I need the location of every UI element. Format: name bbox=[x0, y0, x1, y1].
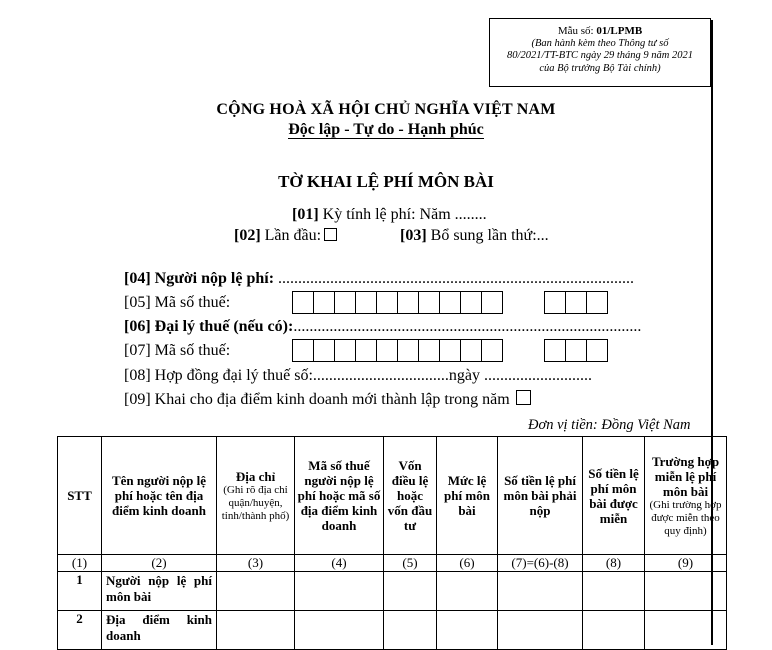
table-cell[interactable] bbox=[583, 611, 645, 650]
row-stt: 1 bbox=[58, 572, 102, 611]
row-name: Người nộp lệ phí môn bài bbox=[102, 572, 217, 611]
tax-code-branch-boxes-05[interactable] bbox=[544, 291, 608, 314]
digit-box[interactable] bbox=[397, 291, 419, 314]
tax-code-boxes-07[interactable] bbox=[292, 339, 503, 362]
column-number: (6) bbox=[437, 555, 498, 572]
table-row bbox=[58, 611, 727, 650]
column-number: (5) bbox=[384, 555, 437, 572]
field-02-code: [02] bbox=[234, 227, 261, 244]
col-header-label: Vốn điều lệ hoặc vốn đầu tư bbox=[387, 458, 433, 533]
col-header-label: Trường hợp miễn lệ phí môn bài bbox=[651, 453, 720, 499]
col-header-label: Mã số thuế người nộp lệ phí hoặc mã số địa điểm kinh doanh bbox=[297, 458, 381, 533]
field-agent-contract[interactable]: [08] Hợp đồng đại lý thuế số:..................................ngày ........................... bbox=[124, 367, 592, 384]
col-header-note: (Ghi rõ địa chỉ quận/huyện, tỉnh/thành phố) bbox=[221, 483, 290, 522]
tax-code-boxes-05[interactable] bbox=[292, 291, 503, 314]
digit-box[interactable] bbox=[439, 291, 461, 314]
table-cell[interactable] bbox=[295, 611, 384, 650]
column-number: (3) bbox=[217, 555, 295, 572]
field-04-dots: ......................................................................................... bbox=[274, 270, 635, 287]
column-number: (2) bbox=[102, 555, 217, 572]
digit-box[interactable] bbox=[292, 339, 314, 362]
digit-box[interactable] bbox=[481, 291, 503, 314]
field-first-time bbox=[234, 227, 337, 245]
digit-box[interactable] bbox=[355, 291, 377, 314]
table-cell[interactable] bbox=[217, 611, 295, 650]
digit-box[interactable] bbox=[313, 291, 335, 314]
col-header-note: (Ghi trường hợp được miễn theo quy định) bbox=[649, 498, 722, 537]
col-header-label: Mức lệ phí môn bài bbox=[444, 473, 490, 518]
column-number: (9) bbox=[645, 555, 727, 572]
col-header-capital bbox=[384, 437, 437, 555]
digit-box[interactable] bbox=[334, 291, 356, 314]
digit-box[interactable] bbox=[355, 339, 377, 362]
table-cell[interactable] bbox=[384, 611, 437, 650]
digit-box[interactable] bbox=[439, 339, 461, 362]
field-04-label: [04] Người nộp lệ phí: bbox=[124, 270, 275, 287]
digit-box[interactable] bbox=[313, 339, 335, 362]
col-header-label: Tên người nộp lệ phí hoặc tên địa điểm kinh doanh bbox=[111, 473, 207, 518]
digit-box[interactable] bbox=[565, 291, 587, 314]
col-header-fee-exempt bbox=[583, 437, 645, 555]
currency-unit: Đơn vị tiền: Đồng Việt Nam bbox=[528, 417, 691, 433]
digit-box[interactable] bbox=[397, 339, 419, 362]
table-cell[interactable] bbox=[437, 611, 498, 650]
legal-basis-line-2: 80/2021/TT-BTC ngày 29 tháng 9 năm 2021 bbox=[507, 50, 693, 61]
field-new-location bbox=[124, 390, 531, 409]
field-tax-period[interactable] bbox=[292, 206, 487, 224]
digit-box[interactable] bbox=[418, 339, 440, 362]
column-number: (7)=(6)-(8) bbox=[498, 555, 583, 572]
digit-box[interactable] bbox=[481, 339, 503, 362]
field-tax-agent[interactable] bbox=[124, 318, 641, 336]
column-number: (4) bbox=[295, 555, 384, 572]
col-header-fee-payable bbox=[498, 437, 583, 555]
document-title: TỜ KHAI LỆ PHÍ MÔN BÀI bbox=[278, 172, 494, 191]
col-header-fee-rate bbox=[437, 437, 498, 555]
field-02-text: Lần đầu: bbox=[260, 227, 322, 244]
col-header-name bbox=[102, 437, 217, 555]
field-01-text: Kỳ tính lệ phí: Năm ........ bbox=[318, 206, 487, 223]
field-09-text: [09] Khai cho địa điểm kinh doanh mới thành lập trong năm bbox=[124, 391, 510, 408]
field-fee-payer[interactable] bbox=[124, 270, 634, 288]
form-code-label: Mẫu số: bbox=[557, 25, 597, 37]
column-number-row bbox=[58, 555, 727, 572]
col-header-label: Địa chỉ bbox=[235, 468, 276, 484]
field-supplement[interactable] bbox=[400, 227, 549, 245]
col-header-label: Số tiền lệ phí môn bài phải nộp bbox=[503, 473, 577, 518]
form-code-box bbox=[489, 18, 711, 87]
column-number: (1) bbox=[58, 555, 102, 572]
column-number: (8) bbox=[583, 555, 645, 572]
table-cell[interactable] bbox=[295, 572, 384, 611]
table-header-row bbox=[58, 437, 727, 555]
field-03-text: Bổ sung lần thứ:... bbox=[426, 227, 549, 244]
form-code-value: 01/LPMB bbox=[596, 25, 643, 37]
col-header-stt bbox=[58, 437, 102, 555]
digit-box[interactable] bbox=[460, 291, 482, 314]
digit-box[interactable] bbox=[376, 291, 398, 314]
digit-box[interactable] bbox=[586, 339, 608, 362]
digit-box[interactable] bbox=[376, 339, 398, 362]
first-time-checkbox[interactable] bbox=[324, 228, 337, 241]
digit-box[interactable] bbox=[460, 339, 482, 362]
field-01-code: [01] bbox=[292, 206, 319, 223]
table-cell[interactable] bbox=[217, 572, 295, 611]
table-cell[interactable] bbox=[498, 611, 583, 650]
col-header-label: STT bbox=[67, 488, 92, 503]
digit-box[interactable] bbox=[565, 339, 587, 362]
table-cell[interactable] bbox=[583, 572, 645, 611]
row-name: Địa điểm kinh doanh bbox=[102, 611, 217, 650]
table-cell[interactable] bbox=[498, 572, 583, 611]
col-header-address bbox=[217, 437, 295, 555]
col-header-exemption-case bbox=[645, 437, 727, 555]
field-06-label: [06] Đại lý thuế (nếu có): bbox=[124, 318, 294, 335]
form-code bbox=[490, 25, 710, 38]
country-name: CỘNG HOÀ XÃ HỘI CHỦ NGHĨA VIỆT NAM bbox=[216, 101, 556, 118]
digit-box[interactable] bbox=[418, 291, 440, 314]
legal-basis-line-3: của Bộ trưởng Bộ Tài chính) bbox=[539, 62, 661, 74]
digit-box[interactable] bbox=[586, 291, 608, 314]
field-07-label: [07] Mã số thuế: bbox=[124, 342, 231, 359]
fee-table bbox=[57, 436, 727, 650]
table-row bbox=[58, 572, 727, 611]
new-location-checkbox[interactable] bbox=[516, 390, 531, 405]
field-06-dots: ....................................................................................... bbox=[293, 318, 642, 335]
table-cell[interactable] bbox=[645, 572, 727, 611]
legal-basis-line-1: (Ban hành kèm theo Thông tư số bbox=[531, 37, 669, 49]
national-motto bbox=[0, 121, 772, 139]
digit-box[interactable] bbox=[292, 291, 314, 314]
digit-box[interactable] bbox=[544, 339, 566, 362]
motto-text: Độc lập - Tự do - Hạnh phúc bbox=[288, 121, 484, 138]
tax-code-branch-boxes-07[interactable] bbox=[544, 339, 608, 362]
table-cell[interactable] bbox=[437, 572, 498, 611]
digit-box[interactable] bbox=[544, 291, 566, 314]
field-03-code: [03] bbox=[400, 227, 427, 244]
field-05-label: [05] Mã số thuế: bbox=[124, 294, 231, 311]
row-stt: 2 bbox=[58, 611, 102, 650]
col-header-tax-code bbox=[295, 437, 384, 555]
col-header-label: Số tiền lệ phí môn bài được miễn bbox=[588, 465, 639, 526]
table-cell[interactable] bbox=[645, 611, 727, 650]
table-cell[interactable] bbox=[384, 572, 437, 611]
digit-box[interactable] bbox=[334, 339, 356, 362]
